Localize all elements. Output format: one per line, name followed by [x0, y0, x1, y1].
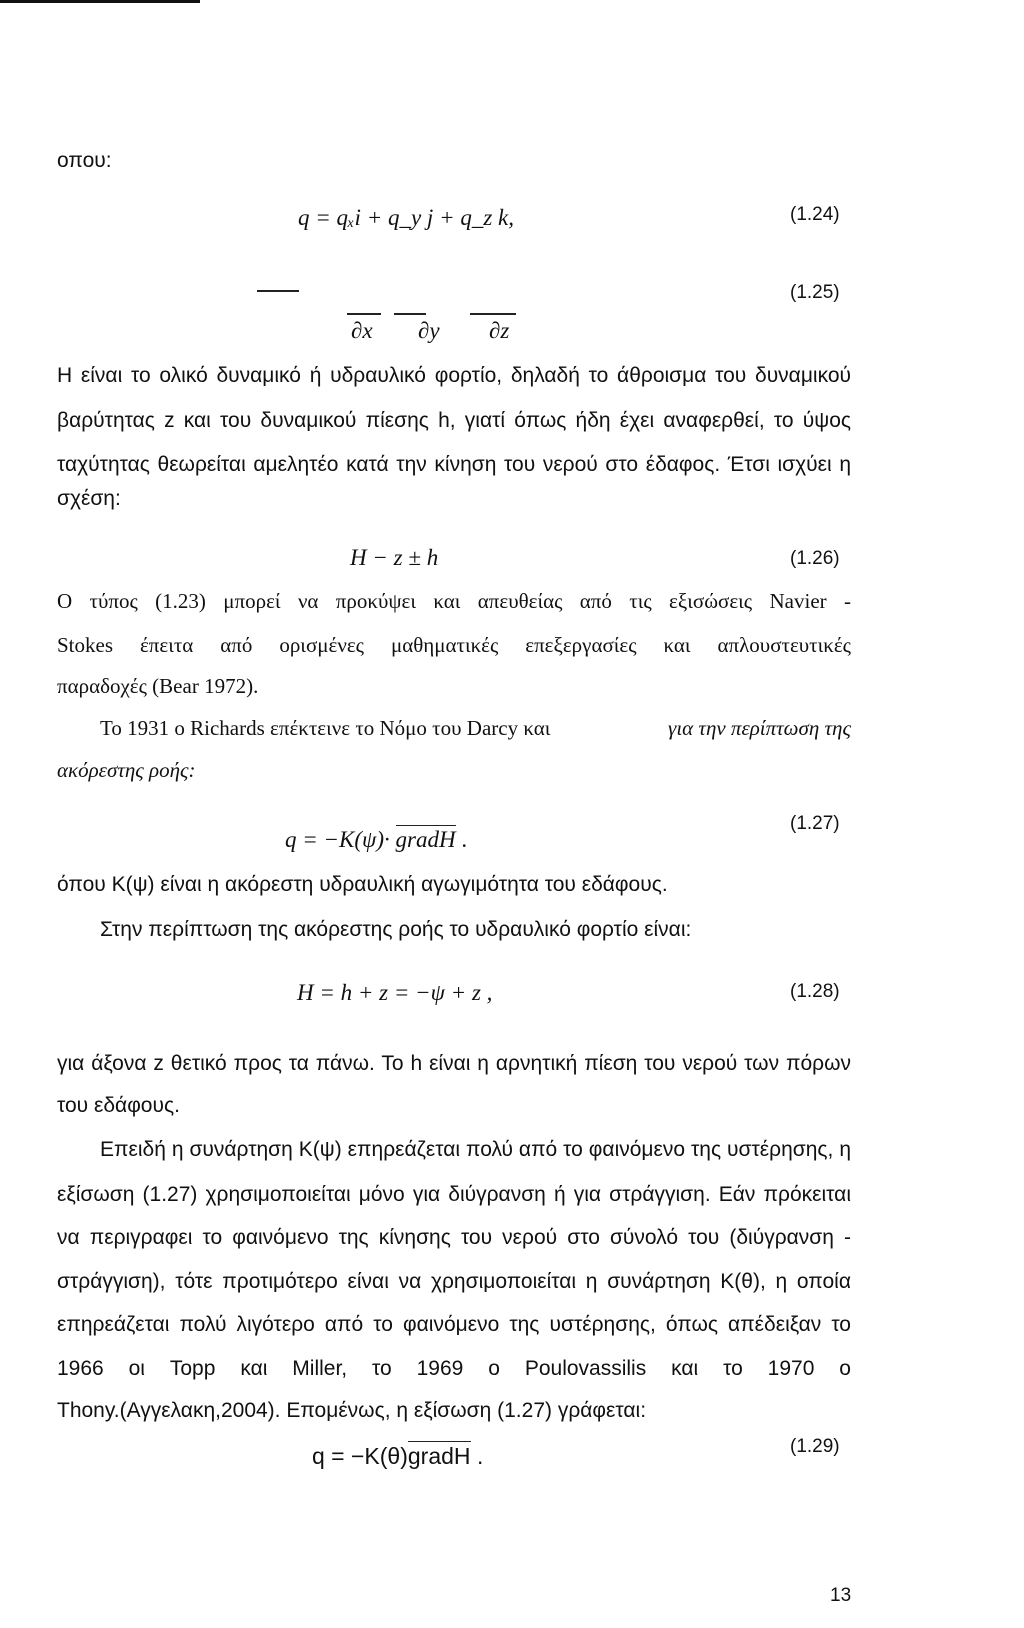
denominator-dz: ∂z	[489, 318, 510, 343]
equation-number-1-25: (1.25)	[790, 282, 840, 303]
richards-emphasis: για την περίπτωση της	[668, 716, 851, 740]
fraction-rule	[394, 313, 426, 315]
paragraph-line: να περιγραφει το φαινόμενο της κίνησης του νερού στο σύνολό του (διύγρανση -	[57, 1226, 851, 1249]
fraction-rule	[347, 313, 381, 315]
paragraph-line: Ο τύπος (1.23) μπορεί να προκύψει και απευθείας από τις εξισώσεις Navier -	[57, 589, 851, 613]
equation-number-1-27: (1.27)	[790, 813, 840, 834]
equation-1-29	[312, 1443, 483, 1470]
page-number: 13	[830, 1585, 852, 1606]
richards-text: Το 1931 ο Richards επέκτεινε το Νόμο του Darcy και	[100, 716, 551, 740]
paragraph-line: όπου Κ(ψ) είναι η ακόρεστη υδραυλική αγωγιμότητα του εδάφους.	[57, 873, 668, 896]
equation-number-1-24: (1.24)	[790, 204, 840, 225]
gradient-operator: gradH	[407, 1443, 471, 1469]
equation-lhs: q = −K(ψ)·	[285, 827, 390, 852]
paragraph-line: Stokes έπειτα από ορισμένες μαθηματικές επεξεργασίες και απλουστευτικές	[57, 633, 851, 657]
paragraph-line: 1966 οι Topp και Miller, το 1969 ο Poulovassilis και το 1970 ο	[57, 1357, 851, 1380]
paragraph-line: Στην περίπτωση της ακόρεστης ροής το υδραυλικό φορτίο είναι:	[100, 918, 692, 941]
equation-1-27	[285, 827, 467, 853]
denominator-dy: ∂y	[418, 318, 440, 343]
paragraph-line	[100, 718, 851, 739]
paragraph-line: βαρύτητας z και του δυναμικού πίεσης h, γιατί όπως ήδη έχει αναφερθεί, το ύψος	[57, 409, 851, 432]
equation-1-24: q = qₓi + q_y j + q_z k,	[298, 205, 514, 230]
equation-1-28: H = h + z = −ψ + z ,	[297, 980, 493, 1005]
denominator-dx: ∂x	[351, 318, 373, 343]
paragraph-line: εξίσωση (1.27) χρησιμοποιείται μόνο για διύγρανση ή για στράγγιση. Εάν πρόκειται	[57, 1183, 851, 1206]
lead-in-text: οπου:	[57, 149, 112, 172]
paragraph-line: του εδάφους.	[57, 1094, 180, 1117]
equation-number-1-29: (1.29)	[790, 1436, 840, 1457]
paragraph-line: ακόρεστης ροής:	[57, 758, 196, 782]
paragraph-line: στράγγιση), τότε προτιμότερο είναι να χρησιμοποιείται η συνάρτηση Κ(θ), η οποία	[57, 1270, 851, 1293]
paragraph-line: για άξονα z θετικό προς τα πάνω. Το h είναι η αρνητική πίεση του νερού των πόρων	[57, 1052, 851, 1075]
equation-tail: .	[476, 1443, 484, 1469]
gradient-operator: gradH	[395, 827, 456, 852]
fraction-rule	[470, 313, 516, 315]
top-rule	[0, 0, 200, 3]
paragraph-line: παραδοχές (Bear 1972).	[57, 674, 259, 698]
paragraph-line: Thony.(Αγγελακη,2004). Επομένως, η εξίσωση (1.27) γράφεται:	[57, 1399, 647, 1422]
equation-lhs: q = −K(θ)	[312, 1443, 408, 1469]
equation-number-1-28: (1.28)	[790, 981, 840, 1002]
paragraph-line: επηρεάζεται πολύ λιγότερο από το φαινόμενο της υστέρησης, όπως απέδειξαν το	[57, 1313, 851, 1336]
paragraph-line: Επειδή η συνάρτηση Κ(ψ) επηρεάζεται πολύ από το φαινόμενο της υστέρησης, η	[100, 1138, 851, 1161]
equation-tail: .	[461, 827, 468, 852]
paragraph-line: σχέση:	[57, 487, 121, 510]
paragraph-line: Η είναι το ολικό δυναμικό ή υδραυλικό φορτίο, δηλαδή το άθροισμα του δυναμικού	[57, 364, 851, 387]
paragraph-line: ταχύτητας θεωρείται αμελητέο κατά την κίνηση του νερού στο έδαφος. Έτσι ισχύει η	[57, 453, 851, 476]
equation-1-26: H − z ± h	[350, 545, 439, 570]
fraction-rule	[257, 290, 299, 292]
equation-number-1-26: (1.26)	[790, 548, 840, 569]
